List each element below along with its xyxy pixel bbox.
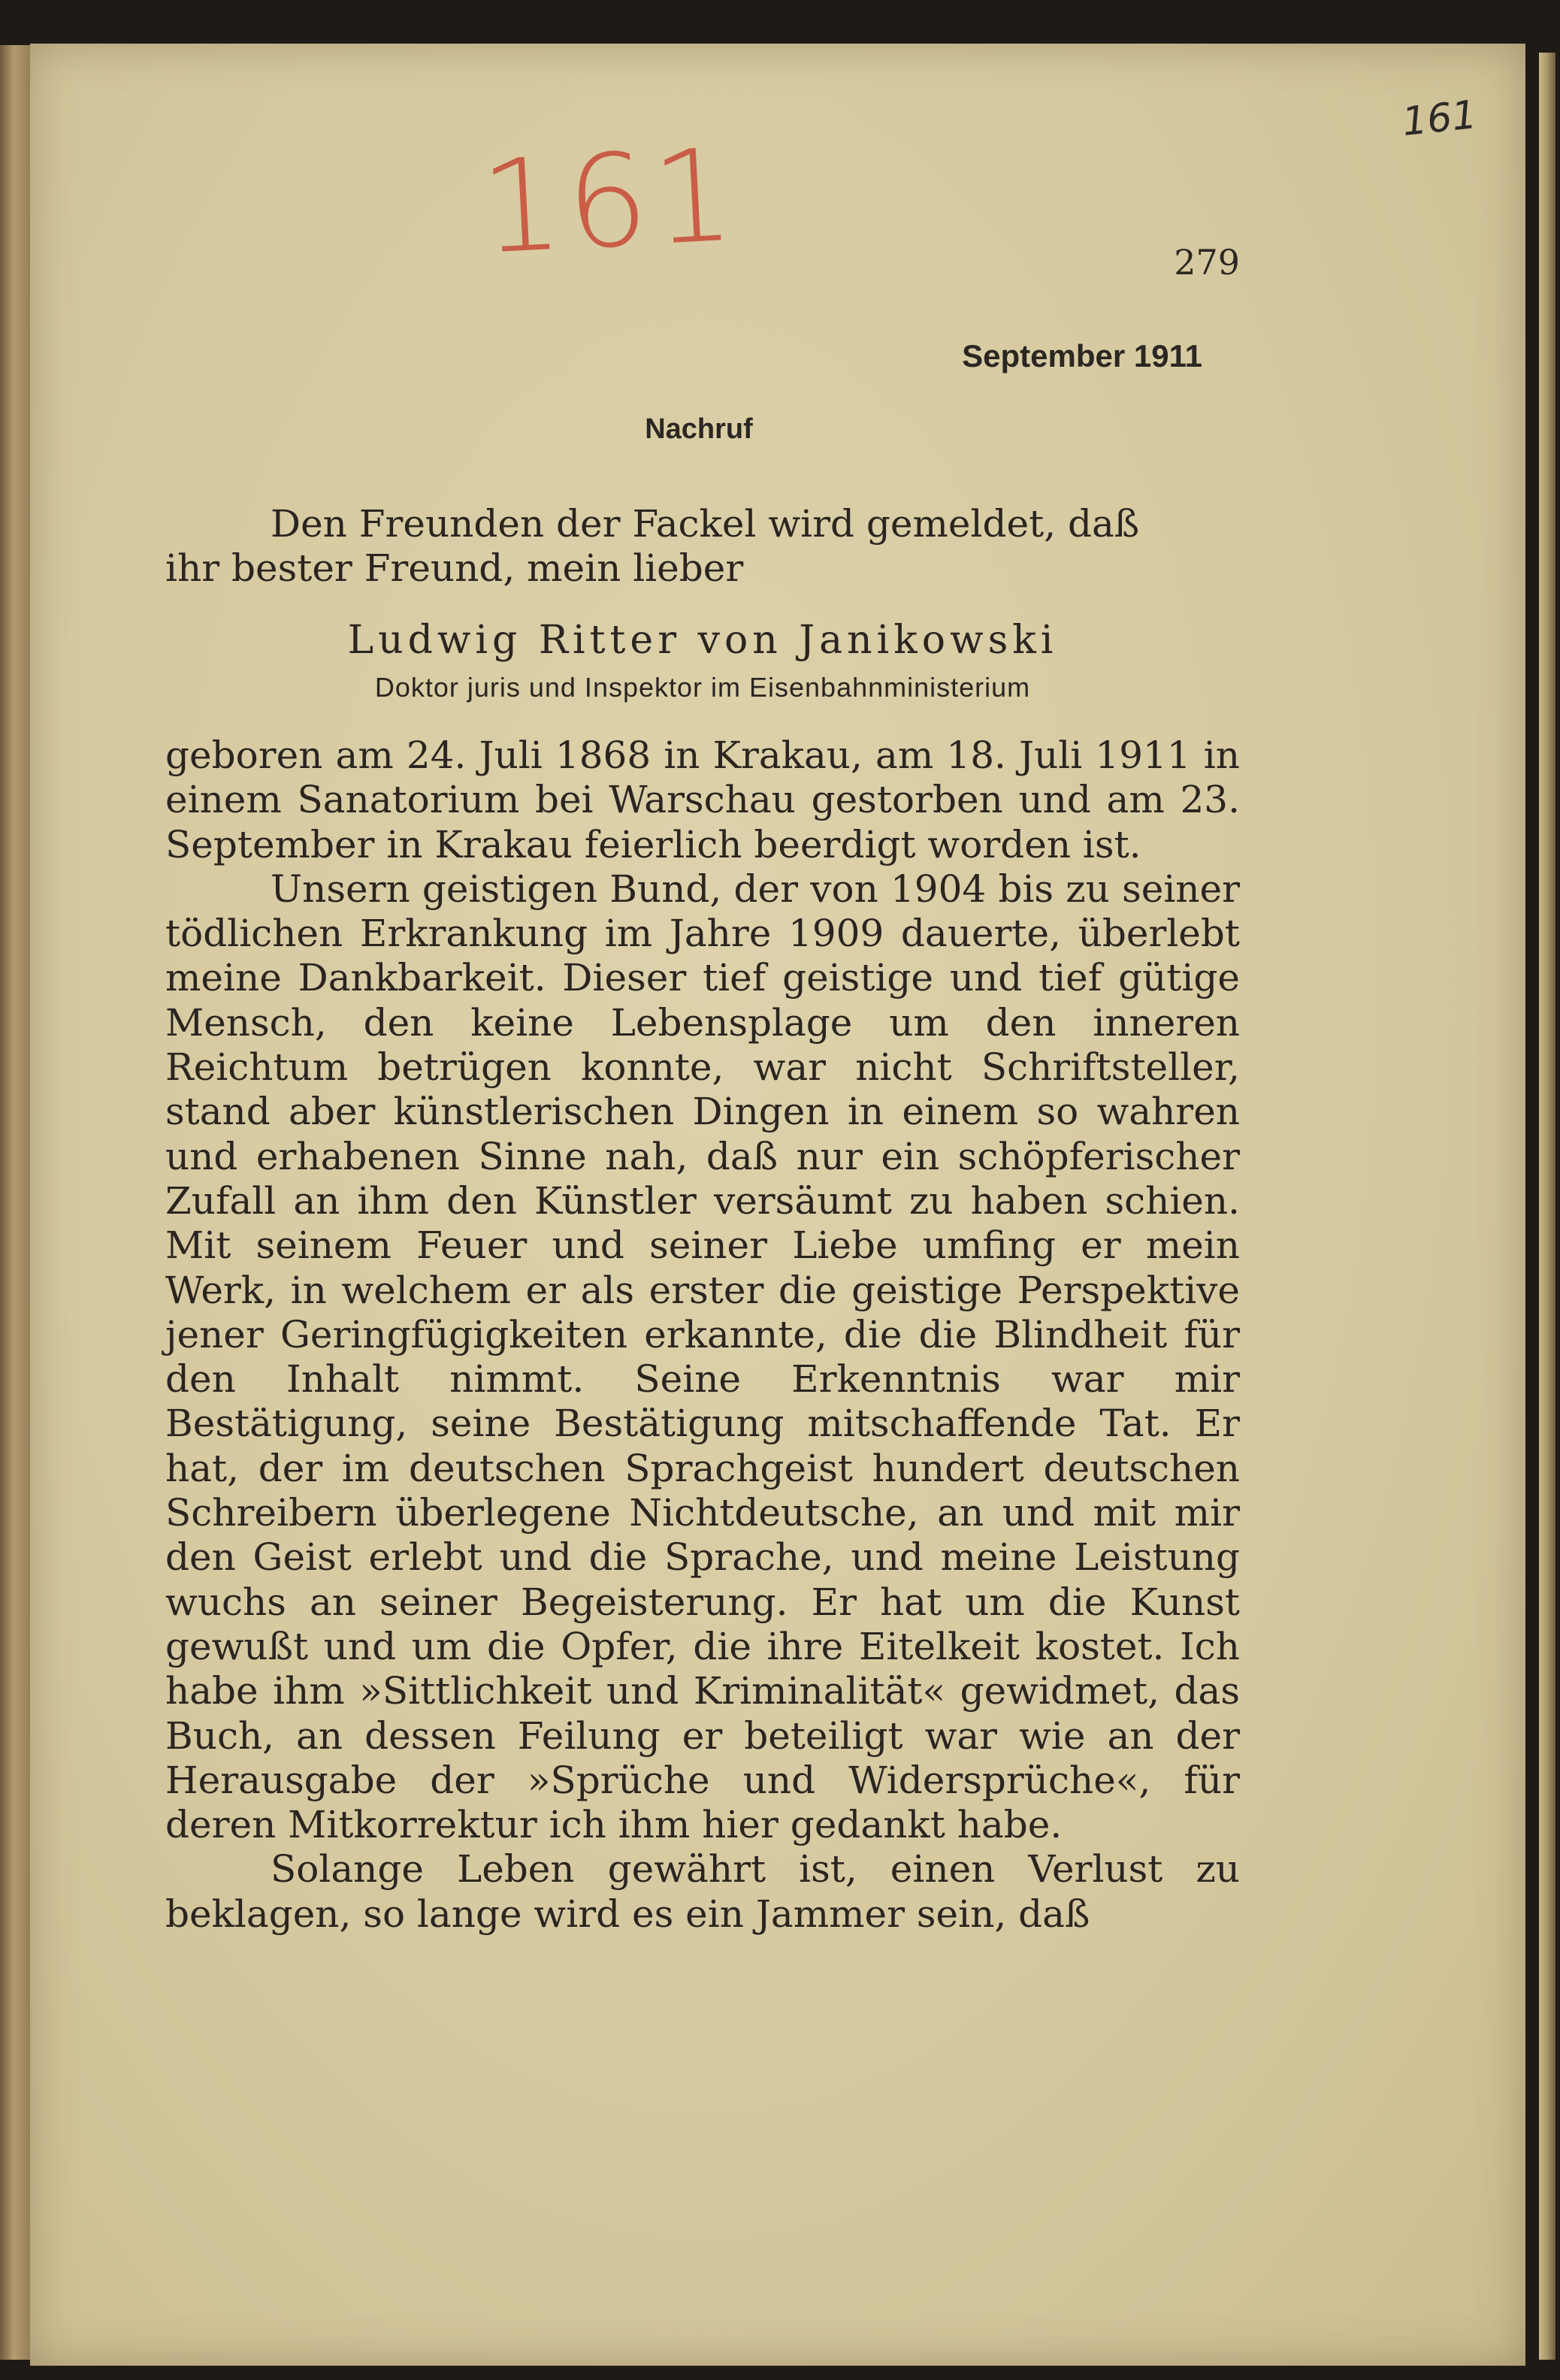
paragraph-2: Unsern geistigen Bund, der von 1904 bis zu seiner tödlichen Erkrankung im Jahre 1909 dauerte, überlebt meine Dankbarkeit. Dieser tief geistige und tief gütige Mensch, den keine Lebensplage um den inneren Reichtum betrügen konnte, war nicht Schriftsteller, stand aber künstlerischen Dingen in einem so wahren und erhabenen Sinne nah, daß nur ein schöpferischer Zufall an ihm den Künstler versäumt zu haben schien. Mit seinem Feuer und seiner Liebe umfing er mein Werk, in welchem er als erster die geistige Perspektive jener Geringfügigkeiten erkannte, die die Blindheit für den Inhalt nimmt. Seine Erkenntnis war mir Bestätigung, seine Bestätigung mitschaffende Tat. Er hat, der im deutschen Sprachgeist hundert deutschen Schreibern überlegene Nichtdeutsche, an und mit mir den Geist erlebt und die Sprache, und meine Leistung wuchs an seiner Begeisterung. Er hat um die Kunst gewußt und um die Opfer, die ihre Eitelkeit kostet. Ich habe ihm »Sittlichkeit und Kriminalität« gewidmet, das Buch, an dessen Feilung er beteiligt war wie an der Herausgabe der »Sprüche und Widersprüche«, für deren Mitkorrektur ich ihm hier gedankt habe. xyxy=(165,866,1240,1847)
page-number: 279 xyxy=(1174,242,1240,283)
obituary-body xyxy=(165,733,1240,1937)
deceased-title: Doktor juris und Inspektor im Eisenbahnministerium xyxy=(374,672,1031,703)
issue-date: September 1911 xyxy=(962,338,1202,373)
paragraph-3: Solange Leben gewährt ist, einen Verlust zu beklagen, so lange wird es ein Jammer sein, daß xyxy=(165,1847,1240,1936)
pencil-folio-number: 161 xyxy=(1400,92,1480,146)
intro-line-2: ihr bester Freund, mein lieber xyxy=(165,546,744,591)
red-folio-number: 161 xyxy=(477,121,742,283)
paragraph-1: geboren am 24. Juli 1868 in Krakau, am 18. Juli 1911 in einem Sanatorium bei Warschau gestorben und am 23. September in Krakau feierlich beerdigt worden ist. xyxy=(165,733,1240,866)
intro-line-1: Den Freunden der Fackel wird gemeldet, daß xyxy=(271,502,1140,546)
page-heading: Nachruf xyxy=(645,413,753,445)
deceased-name: Ludwig Ritter von Janikowski xyxy=(347,618,1058,663)
page-right-edge xyxy=(1539,53,1555,2360)
intro-text xyxy=(165,502,1240,591)
